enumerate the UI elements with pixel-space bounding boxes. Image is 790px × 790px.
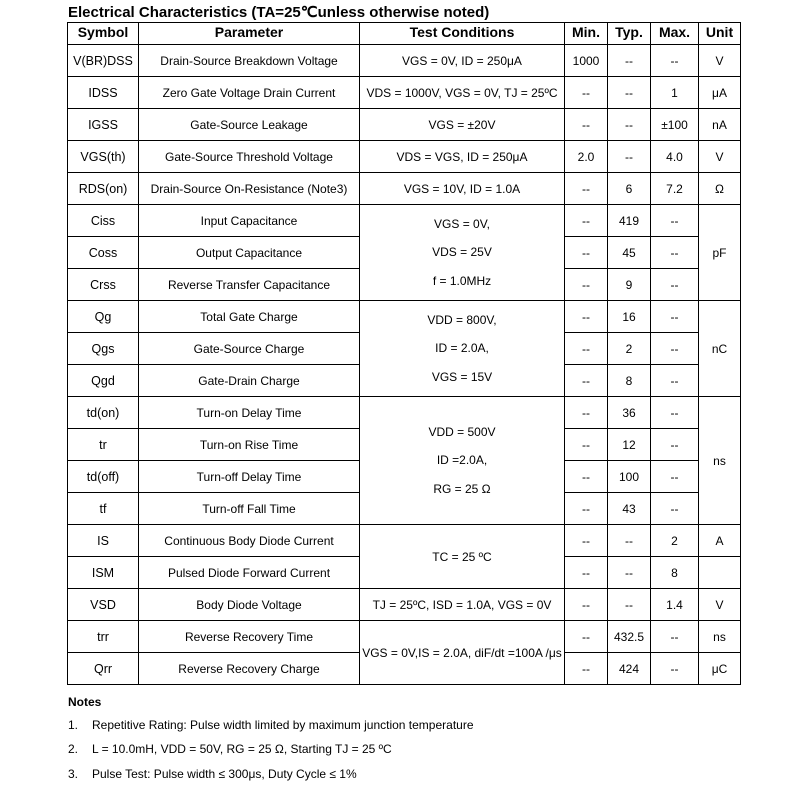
unit-cell: A: [699, 525, 741, 557]
min-cell: --: [565, 653, 608, 685]
typ-cell: 419: [608, 205, 651, 237]
condition-line: f = 1.0MHz: [432, 273, 492, 288]
note-text: Pulse Test: Pulse width ≤ 300μs, Duty Cycle ≤ 1%: [92, 767, 357, 781]
symbol-cell: Qrr: [68, 653, 139, 685]
min-cell: 1000: [565, 45, 608, 77]
symbol-cell: V(BR)DSS: [68, 45, 139, 77]
electrical-characteristics-table: [67, 22, 741, 685]
parameter-cell: Gate-Source Leakage: [139, 109, 360, 141]
min-cell: --: [565, 525, 608, 557]
typ-cell: --: [608, 109, 651, 141]
symbol-cell: tr: [68, 429, 139, 461]
table-row: [68, 621, 741, 653]
test-conditions-cell: VDS = 1000V, VGS = 0V, TJ = 25ºC: [360, 77, 565, 109]
max-cell: --: [651, 365, 699, 397]
symbol-cell: VGS(th): [68, 141, 139, 173]
typ-cell: 16: [608, 301, 651, 333]
min-cell: --: [565, 493, 608, 525]
header-typ: Typ.: [608, 23, 651, 45]
note-number: 2.: [68, 742, 79, 756]
typ-cell: 36: [608, 397, 651, 429]
symbol-cell: ISM: [68, 557, 139, 589]
note-item: [68, 718, 474, 732]
parameter-cell: Zero Gate Voltage Drain Current: [139, 77, 360, 109]
condition-line: VDD = 500V: [428, 424, 496, 439]
unit-cell: [699, 557, 741, 589]
test-conditions-cell: [360, 301, 565, 397]
condition-line: RG = 25 Ω: [433, 481, 491, 496]
table-row: [68, 301, 741, 333]
unit-cell: V: [699, 589, 741, 621]
max-cell: --: [651, 333, 699, 365]
symbol-cell: tf: [68, 493, 139, 525]
unit-cell: nA: [699, 109, 741, 141]
typ-cell: --: [608, 525, 651, 557]
table-header-row: [68, 23, 741, 45]
test-conditions-cell: VGS = 0V, ID = 250μA: [360, 45, 565, 77]
max-cell: --: [651, 269, 699, 301]
max-cell: 2: [651, 525, 699, 557]
symbol-cell: IDSS: [68, 77, 139, 109]
min-cell: --: [565, 77, 608, 109]
typ-cell: 432.5: [608, 621, 651, 653]
min-cell: 2.0: [565, 141, 608, 173]
parameter-cell: Turn-on Rise Time: [139, 429, 360, 461]
test-conditions-cell: [360, 397, 565, 525]
symbol-cell: IGSS: [68, 109, 139, 141]
symbol-cell: trr: [68, 621, 139, 653]
unit-cell: μC: [699, 653, 741, 685]
symbol-cell: Coss: [68, 237, 139, 269]
typ-cell: 100: [608, 461, 651, 493]
unit-cell: ns: [699, 397, 741, 525]
note-item: [68, 742, 392, 756]
condition-line: ID = 2.0A,: [435, 341, 489, 356]
typ-cell: 8: [608, 365, 651, 397]
max-cell: 1.4: [651, 589, 699, 621]
min-cell: --: [565, 589, 608, 621]
unit-cell: pF: [699, 205, 741, 301]
unit-cell: ns: [699, 621, 741, 653]
parameter-cell: Drain-Source On-Resistance (Note3): [139, 173, 360, 205]
max-cell: 4.0: [651, 141, 699, 173]
max-cell: --: [651, 493, 699, 525]
parameter-cell: Turn-off Delay Time: [139, 461, 360, 493]
max-cell: --: [651, 653, 699, 685]
symbol-cell: IS: [68, 525, 139, 557]
note-text: L = 10.0mH, VDD = 50V, RG = 25 Ω, Starting TJ = 25 ºC: [92, 742, 392, 756]
parameter-cell: Reverse Recovery Time: [139, 621, 360, 653]
min-cell: --: [565, 237, 608, 269]
min-cell: --: [565, 397, 608, 429]
parameter-cell: Pulsed Diode Forward Current: [139, 557, 360, 589]
test-conditions-cell: TC = 25 ºC: [360, 525, 565, 589]
max-cell: --: [651, 237, 699, 269]
unit-cell: μA: [699, 77, 741, 109]
header-min: Min.: [565, 23, 608, 45]
table-row: [68, 397, 741, 429]
min-cell: --: [565, 621, 608, 653]
min-cell: --: [565, 269, 608, 301]
symbol-cell: Qg: [68, 301, 139, 333]
unit-cell: nC: [699, 301, 741, 397]
max-cell: 7.2: [651, 173, 699, 205]
condition-line: VDD = 800V,: [427, 312, 497, 327]
typ-cell: --: [608, 141, 651, 173]
max-cell: --: [651, 429, 699, 461]
symbol-cell: RDS(on): [68, 173, 139, 205]
header-symbol: Symbol: [68, 23, 139, 45]
parameter-cell: Input Capacitance: [139, 205, 360, 237]
parameter-cell: Turn-on Delay Time: [139, 397, 360, 429]
max-cell: --: [651, 461, 699, 493]
min-cell: --: [565, 429, 608, 461]
typ-cell: 43: [608, 493, 651, 525]
condition-line: VDS = 25V: [432, 245, 492, 260]
symbol-cell: td(off): [68, 461, 139, 493]
parameter-cell: Body Diode Voltage: [139, 589, 360, 621]
typ-cell: 45: [608, 237, 651, 269]
header-unit: Unit: [699, 23, 741, 45]
table-row: [68, 173, 741, 205]
max-cell: 1: [651, 77, 699, 109]
test-conditions-cell: VGS = 0V,IS = 2.0A, diF/dt =100A /μs: [360, 621, 565, 685]
min-cell: --: [565, 205, 608, 237]
symbol-cell: td(on): [68, 397, 139, 429]
test-conditions-cell: [360, 205, 565, 301]
min-cell: --: [565, 365, 608, 397]
table-row: [68, 589, 741, 621]
parameter-cell: Drain-Source Breakdown Voltage: [139, 45, 360, 77]
table-row: [68, 525, 741, 557]
min-cell: --: [565, 333, 608, 365]
symbol-cell: Ciss: [68, 205, 139, 237]
condition-line: ID =2.0A,: [436, 453, 488, 468]
typ-cell: --: [608, 557, 651, 589]
test-conditions-cell: VGS = ±20V: [360, 109, 565, 141]
parameter-cell: Reverse Transfer Capacitance: [139, 269, 360, 301]
typ-cell: --: [608, 77, 651, 109]
typ-cell: 12: [608, 429, 651, 461]
max-cell: --: [651, 205, 699, 237]
test-conditions-cell: VGS = 10V, ID = 1.0A: [360, 173, 565, 205]
test-conditions-cell: VDS = VGS, ID = 250μA: [360, 141, 565, 173]
typ-cell: 424: [608, 653, 651, 685]
max-cell: --: [651, 45, 699, 77]
parameter-cell: Continuous Body Diode Current: [139, 525, 360, 557]
parameter-cell: Output Capacitance: [139, 237, 360, 269]
note-text: Repetitive Rating: Pulse width limited by maximum junction temperature: [92, 718, 474, 732]
note-number: 1.: [68, 718, 79, 732]
max-cell: ±100: [651, 109, 699, 141]
min-cell: --: [565, 557, 608, 589]
parameter-cell: Gate-Source Threshold Voltage: [139, 141, 360, 173]
header-parameter: Parameter: [139, 23, 360, 45]
condition-line: VGS = 15V: [431, 369, 493, 384]
max-cell: --: [651, 301, 699, 333]
parameter-cell: Turn-off Fall Time: [139, 493, 360, 525]
section-title: Electrical Characteristics (TA=25℃unless otherwise noted): [68, 4, 490, 21]
parameter-cell: Gate-Source Charge: [139, 333, 360, 365]
notes-title: Notes: [68, 695, 102, 709]
unit-cell: V: [699, 45, 741, 77]
typ-cell: 9: [608, 269, 651, 301]
max-cell: --: [651, 397, 699, 429]
max-cell: 8: [651, 557, 699, 589]
typ-cell: --: [608, 589, 651, 621]
table-row: [68, 45, 741, 77]
table-row: [68, 109, 741, 141]
table-row: [68, 77, 741, 109]
symbol-cell: Qgs: [68, 333, 139, 365]
symbol-cell: Crss: [68, 269, 139, 301]
note-item: [68, 767, 357, 781]
symbol-cell: VSD: [68, 589, 139, 621]
symbol-cell: Qgd: [68, 365, 139, 397]
min-cell: --: [565, 461, 608, 493]
typ-cell: --: [608, 45, 651, 77]
parameter-cell: Total Gate Charge: [139, 301, 360, 333]
parameter-cell: Reverse Recovery Charge: [139, 653, 360, 685]
table-row: [68, 141, 741, 173]
unit-cell: Ω: [699, 173, 741, 205]
typ-cell: 6: [608, 173, 651, 205]
table-row: [68, 205, 741, 237]
condition-line: VGS = 0V,: [434, 216, 490, 231]
max-cell: --: [651, 621, 699, 653]
note-number: 3.: [68, 767, 79, 781]
header-test-conditions: Test Conditions: [360, 23, 565, 45]
header-max: Max.: [651, 23, 699, 45]
min-cell: --: [565, 109, 608, 141]
unit-cell: V: [699, 141, 741, 173]
typ-cell: 2: [608, 333, 651, 365]
parameter-cell: Gate-Drain Charge: [139, 365, 360, 397]
min-cell: --: [565, 301, 608, 333]
test-conditions-cell: TJ = 25ºC, ISD = 1.0A, VGS = 0V: [360, 589, 565, 621]
min-cell: --: [565, 173, 608, 205]
